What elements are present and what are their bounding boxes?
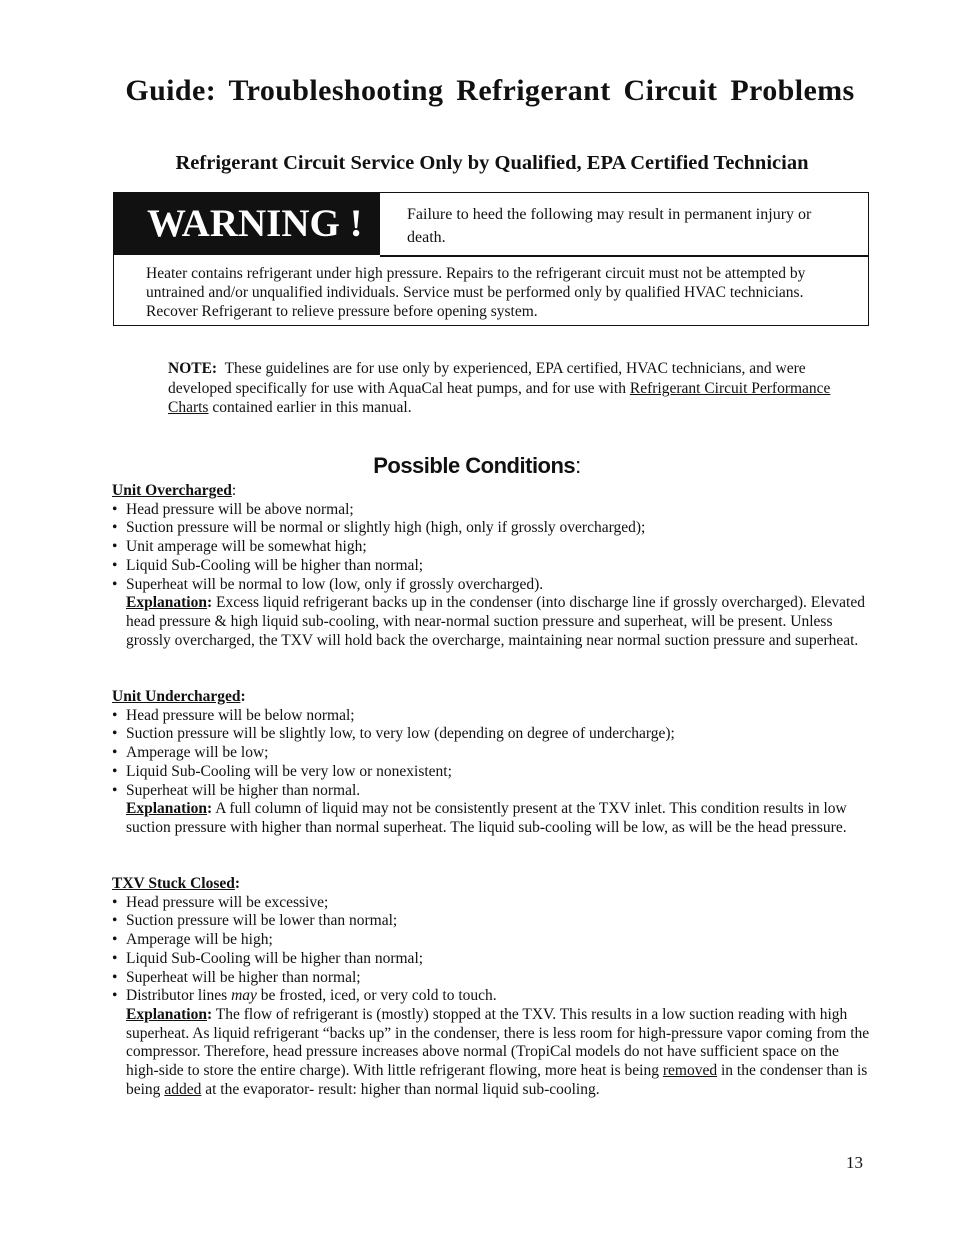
warning-box <box>113 192 869 326</box>
explanation-colon: : <box>206 800 213 818</box>
warning-short-text: Failure to heed the following may result in permanent injury or death. <box>407 206 812 246</box>
explanation-label: Explanation <box>126 594 207 612</box>
note-paragraph <box>168 359 868 418</box>
explanation-text: The flow of refrigerant is (mostly) stopped at the TXV. This results in a low suction reading with high superheat. As liquid refrigerant “backs up” in the condenser, there is less room for high-pressure vapor coming from the compressor. Therefore, head pressure increases above normal (TropiCal models do not have sufficient space on the high-side to store the entire charge). With little refrigerant flowing, more heat is being <box>126 1005 870 1080</box>
section-txv-stuck-closed <box>112 875 872 1099</box>
note-text-before: These guidelines are for use only by experienced, EPA certified, HVAC technicians, and were developed specifically for use with AquaCal heat pumps, and for use with <box>168 360 806 397</box>
explanation-underlined-word: added <box>164 1080 202 1098</box>
page-number: 13 <box>846 1153 863 1172</box>
list-item: • Liquid Sub-Cooling will be higher than normal; <box>112 950 872 969</box>
explanation-text: in the condenser than is being <box>126 1062 868 1098</box>
conditions-heading <box>0 453 954 479</box>
list-item-text: be frosted, iced, or very cold to touch. <box>256 987 497 1005</box>
list-item-emphasis: may <box>231 987 257 1005</box>
section-heading <box>112 688 872 707</box>
condition-list <box>112 501 872 595</box>
list-item: • Unit amperage will be somewhat high; <box>112 538 872 557</box>
warning-label: WARNING ! <box>114 193 380 255</box>
explanation-text: Excess liquid refrigerant backs up in the condenser (into discharge line if grossly overcharged). Elevated head pressure & high liquid sub-cooling, with near-normal suction pressure and superheat, will be present. Unless grossly overcharged, the TXV will hold back the overcharge, maintaining near normal suction pressure and superheat. <box>126 594 865 649</box>
performance-charts-reference: Refrigerant Circuit Performance Charts <box>168 379 831 416</box>
explanation-text: A full column of liquid may not be consistently present at the TXV inlet. This condition results in low suction pressure with higher than normal superheat. The liquid sub-cooling will be low, as will be the head pressure. <box>126 800 847 836</box>
page-subtitle: Refrigerant Circuit Service Only by Qualified, EPA Certified Technician <box>175 152 809 174</box>
list-item: • Liquid Sub-Cooling will be very low or nonexistent; <box>112 763 872 782</box>
list-item: • Suction pressure will be lower than normal; <box>112 912 872 931</box>
section-heading-colon: : <box>234 875 241 892</box>
explanation-label: Explanation <box>126 800 207 818</box>
explanation-label: Explanation <box>126 1005 207 1023</box>
list-item: • Liquid Sub-Cooling will be higher than normal; <box>112 557 872 576</box>
warning-divider <box>380 255 868 257</box>
explanation <box>112 594 872 650</box>
page-title: Guide: Troubleshooting Refrigerant Circuit Problems <box>125 74 855 107</box>
section-heading-text: TXV Stuck Closed <box>112 875 235 892</box>
section-heading-text: Unit Overcharged <box>112 482 232 499</box>
explanation-text: at the evaporator- result: higher than normal liquid sub-cooling. <box>201 1080 600 1098</box>
section-unit-undercharged <box>112 688 872 838</box>
list-item: • Superheat will be normal to low (low, only if grossly overcharged). <box>112 576 872 595</box>
explanation <box>112 1006 872 1100</box>
section-heading <box>112 482 872 501</box>
list-item: • Suction pressure will be normal or slightly high (high, only if grossly overcharged); <box>112 519 872 538</box>
section-heading-colon: : <box>231 482 237 499</box>
section-heading-colon: : <box>240 688 246 705</box>
explanation-colon: : <box>206 594 213 612</box>
conditions-heading-text: Possible Conditions <box>373 453 576 478</box>
note-label: NOTE: <box>168 360 218 377</box>
section-heading <box>112 875 872 894</box>
explanation <box>112 800 872 837</box>
conditions-heading-colon: : <box>575 453 581 478</box>
list-item: • Head pressure will be above normal; <box>112 501 872 520</box>
list-item: • Amperage will be high; <box>112 931 872 950</box>
condition-list <box>112 894 872 1006</box>
explanation-underlined-word: removed <box>662 1062 718 1080</box>
explanation-colon: : <box>206 1005 213 1023</box>
list-item: • Head pressure will be below normal; <box>112 707 872 726</box>
section-unit-overcharged <box>112 482 872 650</box>
condition-list <box>112 707 872 801</box>
list-item: • Superheat will be higher than normal; <box>112 969 872 988</box>
list-item: • Amperage will be low; <box>112 744 872 763</box>
list-item <box>112 987 872 1006</box>
warning-body: Heater contains refrigerant under high pressure. Repairs to the refrigerant circuit must not be attempted by untrained and/or unqualified individuals. Service must be performed only by qualified HVAC technicians. Recover Refrigerant to relieve pressure before opening system. <box>146 265 806 320</box>
section-heading-text: Unit Undercharged <box>112 688 241 705</box>
list-item-text: Distributor lines <box>126 987 232 1005</box>
list-item: • Superheat will be higher than normal. <box>112 782 872 801</box>
note-text-after: contained earlier in this manual. <box>208 399 412 416</box>
list-item: • Suction pressure will be slightly low, to very low (depending on degree of undercharge); <box>112 725 872 744</box>
list-item: • Head pressure will be excessive; <box>112 894 872 913</box>
